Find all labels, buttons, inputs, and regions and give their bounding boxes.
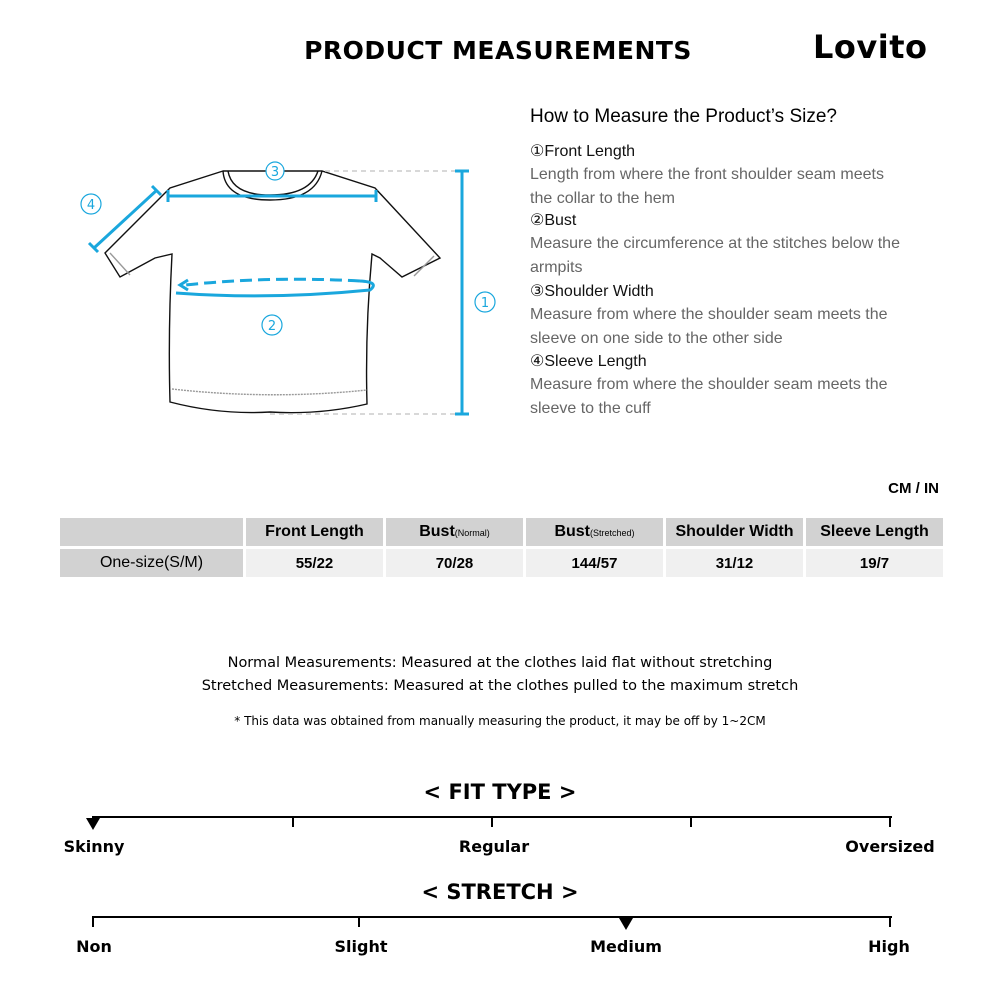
note-normal: Normal Measurements: Measured at the clothes laid flat without stretching (227, 655, 773, 671)
step-heading: ③Shoulder Width (530, 283, 654, 300)
table-header-row (60, 518, 943, 546)
fit-label-skinny: Skinny (63, 837, 125, 856)
value-cell: 19/7 (806, 549, 943, 577)
header-blank (60, 518, 243, 546)
stretch-tick (92, 917, 94, 927)
step-heading: ①Front Length (530, 143, 636, 160)
step-desc: Measure from where the shoulder seam meets the sleeve to the cuff (530, 376, 888, 417)
unit-label: CM / IN (888, 480, 939, 497)
stretch-label-non: Non (76, 937, 112, 956)
stretch-tick (358, 917, 360, 927)
note-stretched: Stretched Measurements: Measured at the clothes pulled to the maximum stretch (201, 678, 799, 694)
stretch-marker-icon (619, 918, 633, 930)
step-bust (530, 210, 910, 280)
howto-title: How to Measure the Product’s Size? (530, 106, 837, 127)
size-cell: One-size(S/M) (60, 549, 243, 577)
note-disclaimer: * This data was obtained from manually measuring the product, it may be off by 1~2CM (234, 714, 766, 728)
header-cell (806, 518, 943, 546)
svg-text:3: 3 (270, 165, 280, 180)
step-desc: Measure the circumference at the stitches below the armpits (530, 235, 900, 276)
fit-marker-icon (86, 818, 100, 830)
table-row (60, 549, 943, 577)
fit-label-regular: Regular (458, 837, 530, 856)
value-cell: 31/12 (666, 549, 803, 577)
tshirt-outline (105, 171, 440, 413)
header-cell (526, 518, 663, 546)
header-cell (386, 518, 523, 546)
step-heading: ②Bust (530, 212, 577, 229)
step-sleeve-length (530, 351, 910, 421)
header-cell (246, 518, 383, 546)
stretch-title: < STRETCH > (421, 880, 579, 904)
fit-tick (292, 817, 294, 827)
title-text: PRODUCT MEASUREMENTS (304, 36, 692, 65)
header-text: Front Length (265, 523, 364, 540)
value-cell: 70/28 (386, 549, 523, 577)
header-text: Bust (554, 523, 591, 540)
value-cell: 55/22 (246, 549, 383, 577)
value-cell: 144/57 (526, 549, 663, 577)
header-text: Shoulder Width (675, 523, 794, 540)
svg-text:1: 1 (480, 296, 490, 311)
fit-tick (491, 817, 493, 827)
sleeve-length-line (94, 190, 157, 248)
step-heading: ④Sleeve Length (530, 353, 647, 370)
fit-label-oversized: Oversized (845, 837, 935, 856)
brand-logo: Lovito (813, 28, 928, 66)
header-sub: (Stretched) (590, 528, 635, 538)
svg-text:4: 4 (86, 198, 96, 213)
header-sub: (Normal) (454, 528, 490, 538)
step-shoulder-width (530, 281, 910, 351)
stretch-tick (889, 917, 891, 927)
fit-tick (889, 817, 891, 827)
step-desc: Length from where the front shoulder seam meets the collar to the hem (530, 166, 884, 207)
stretch-label-medium: Medium (590, 937, 662, 956)
header-cell (666, 518, 803, 546)
header-text: Sleeve Length (820, 523, 929, 540)
fit-tick (690, 817, 692, 827)
step-front-length (530, 141, 910, 211)
step-desc: Measure from where the shoulder seam meets the sleeve on one side to the other side (530, 306, 888, 347)
size-table (57, 515, 946, 580)
stretch-scale-line (92, 916, 892, 918)
svg-text:2: 2 (267, 319, 277, 334)
fit-type-title: < FIT TYPE > (423, 780, 577, 804)
stretch-label-slight: Slight (334, 937, 388, 956)
tshirt-diagram (60, 150, 510, 430)
stretch-label-high: High (868, 937, 910, 956)
header-text: Bust (419, 523, 455, 540)
